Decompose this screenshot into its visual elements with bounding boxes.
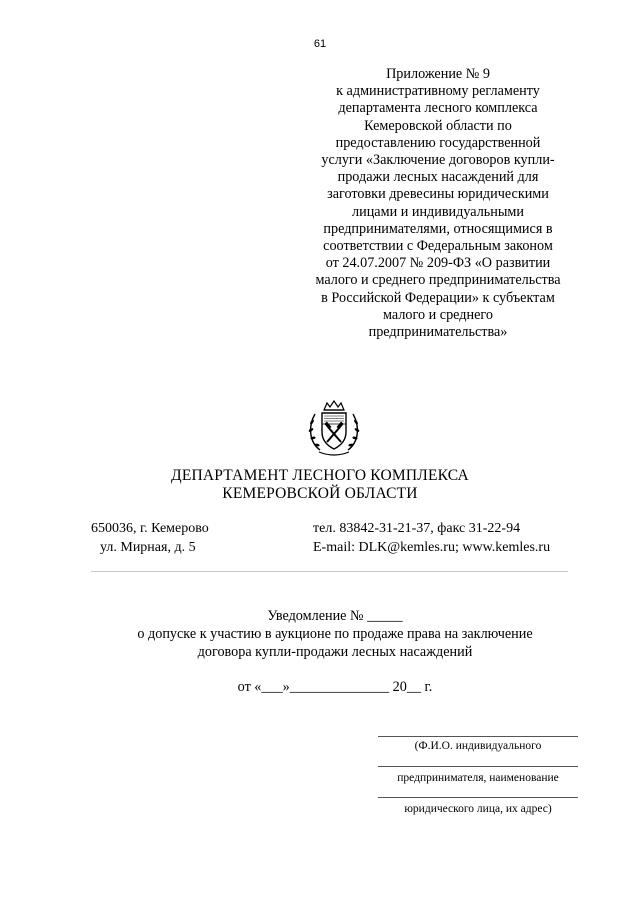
phone-fax: тел. 83842-31-21-37, факс 31-22-94 [313, 521, 521, 536]
appendix-line: от 24.07.2007 № 209-ФЗ «О развитии [325, 255, 551, 272]
notice-heading [0, 607, 640, 661]
address-line: ул. Мирная, д. 5 [100, 540, 196, 555]
department-line: ДЕПАРТАМЕНТ ЛЕСНОГО КОМПЛЕКСА [171, 467, 469, 484]
appendix-line: Приложение № 9 [386, 66, 490, 82]
appendix-line: малого и среднего предпринимательства [315, 272, 561, 289]
page-number: 61 [313, 38, 327, 50]
appendix-line: предпринимателями, относящимися в [323, 220, 553, 237]
email-website: E-mail: DLK@kemles.ru; www.kemles.ru [313, 540, 551, 555]
appendix-line: Кемеровской области по [364, 117, 512, 134]
appendix-line: в Российской Федерации» к субъектам [321, 289, 555, 306]
appendix-line: услуги «Заключение договоров купли- [321, 152, 555, 169]
recipient-label: юридического лица, их адрес) [404, 803, 552, 815]
recipient-line [378, 797, 578, 798]
appendix-line: лицами и индивидуальными [352, 203, 524, 220]
kemerovo-coat-of-arms-icon [307, 400, 361, 458]
recipient-line [378, 736, 578, 737]
notice-subject: о допуске к участию в аукционе по продаже права на заключение [137, 626, 533, 642]
appendix-line: заготовки древесины юридическими [327, 186, 549, 203]
appendix-line: предоставлению государственной [335, 134, 541, 151]
appendix-line: продажи лесных насаждений для [337, 169, 539, 186]
department-line: КЕМЕРОВСКОЙ ОБЛАСТИ [222, 485, 418, 502]
appendix-line: предпринимательства» [368, 324, 508, 341]
header-divider [91, 571, 568, 572]
appendix-line: соответствии с Федеральным законом [323, 238, 553, 255]
notice-title: Уведомление № _____ [267, 608, 403, 624]
notice-date: от «___»______________ 20__ г. [237, 679, 433, 695]
appendix-header [298, 66, 578, 341]
appendix-line: малого и среднего [383, 306, 493, 323]
notice-subject: договора купли-продажи лесных насаждений [197, 644, 473, 660]
recipient-label: предпринимателя, наименование [397, 772, 559, 784]
address-line: 650036, г. Кемерово [91, 521, 209, 536]
contact-info [313, 519, 550, 557]
postal-address [91, 519, 209, 557]
recipient-line [378, 766, 578, 767]
department-name [0, 467, 640, 503]
recipient-label: (Ф.И.О. индивидуального [414, 740, 542, 752]
appendix-line: к административному регламенту [336, 83, 540, 100]
appendix-line: департамента лесного комплекса [338, 100, 538, 117]
